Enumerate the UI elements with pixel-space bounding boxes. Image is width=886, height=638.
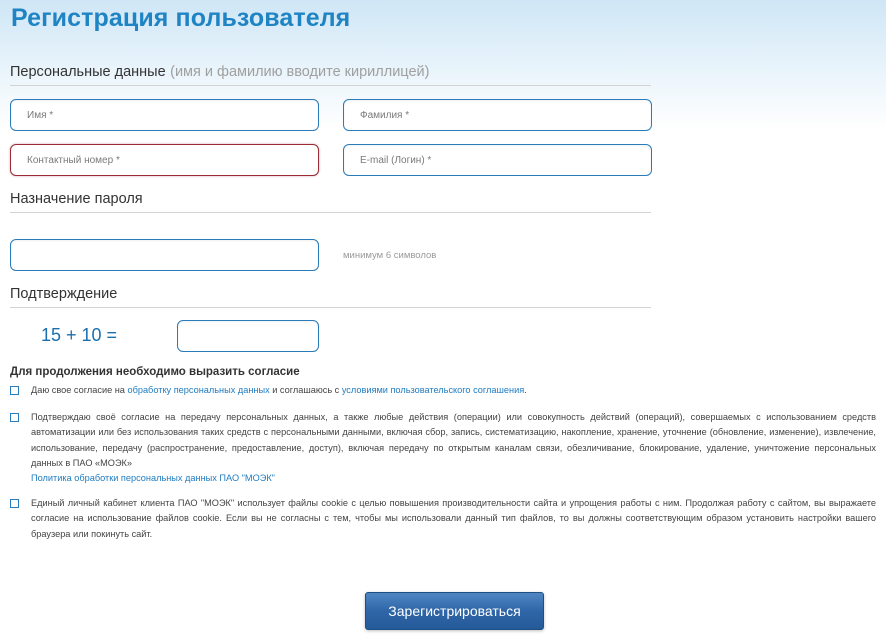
personal-data-hint: (имя и фамилию вводите кириллицей) [170, 64, 430, 80]
phone-input[interactable] [11, 145, 318, 175]
last-name-field[interactable] [343, 99, 652, 131]
consent-checkbox-3[interactable] [10, 499, 19, 508]
first-name-input[interactable] [11, 100, 318, 130]
consent-item-data-transfer [10, 410, 876, 486]
personal-data-processing-link[interactable]: обработку персональных данных [127, 385, 270, 395]
password-hint: минимум 6 символов [343, 250, 437, 261]
consent-text-2-body: Подтверждаю своё согласие на передачу персональных данных, а также любые действия (операции) или совокупность действий (операций), совершаемых с использованием средств автоматизации или без использования таких средств с персональными данными, включая сбор, запись, систематизацию, накопление, хранение, уточнение (обновление, изменение), извлечение, использование, передачу (распространение, предоставление, доступ), включая передачу по открытым каналам связи, обезличивание, блокирование, удаление, уничтожение персональных данных в ПАО «МОЭК» [31, 412, 876, 468]
consent-text-1-part: Даю свое согласие на [31, 385, 128, 395]
confirmation-section-header [10, 285, 651, 308]
password-input[interactable] [11, 240, 318, 270]
password-section-header [10, 190, 651, 213]
page-title: Регистрация пользователя [11, 4, 351, 32]
password-field[interactable] [10, 239, 319, 271]
email-input[interactable] [344, 145, 651, 175]
consent-text-1-part: и соглашаюсь с [269, 385, 342, 395]
consent-item-personal-data [10, 383, 876, 398]
captcha-answer-field[interactable] [177, 320, 319, 352]
consent-checkbox-1[interactable] [10, 386, 19, 395]
consent-text-1-part: . [524, 385, 527, 395]
confirmation-title: Подтверждение [10, 286, 118, 302]
consent-item-cookies [10, 496, 876, 542]
email-field[interactable] [343, 144, 652, 176]
consent-checkbox-2[interactable] [10, 413, 19, 422]
personal-data-title: Персональные данные [10, 64, 166, 80]
register-button[interactable]: Зарегистрироваться [365, 592, 544, 630]
user-agreement-link[interactable]: условиями пользовательского соглашения [341, 385, 525, 395]
consent-text-2 [31, 410, 876, 486]
personal-data-section-header [10, 63, 651, 86]
consent-text-1 [31, 383, 876, 398]
phone-field[interactable] [10, 144, 319, 176]
consent-text-3: Единый личный кабинет клиента ПАО "МОЭК" использует файлы cookie с целью повышения производительности сайта и упрощения работы с ним. Продолжая работу с сайтом, вы выражаете согласие на использование файлов cookie. Если вы не согласны с тем, чтобы мы использовали данный тип файлов, то вы должны соответствующим образом установить настройки вашего браузера или покинуть сайт. [31, 498, 876, 539]
captcha-answer-input[interactable] [178, 321, 318, 351]
privacy-policy-link[interactable]: Политика обработки персональных данных ПАО "МОЭК" [31, 473, 275, 484]
password-title: Назначение пароля [10, 191, 143, 207]
consent-title: Для продолжения необходимо выразить согласие [10, 366, 300, 378]
last-name-input[interactable] [344, 100, 651, 130]
first-name-field[interactable] [10, 99, 319, 131]
captcha-question: 15 + 10 = [41, 325, 118, 345]
